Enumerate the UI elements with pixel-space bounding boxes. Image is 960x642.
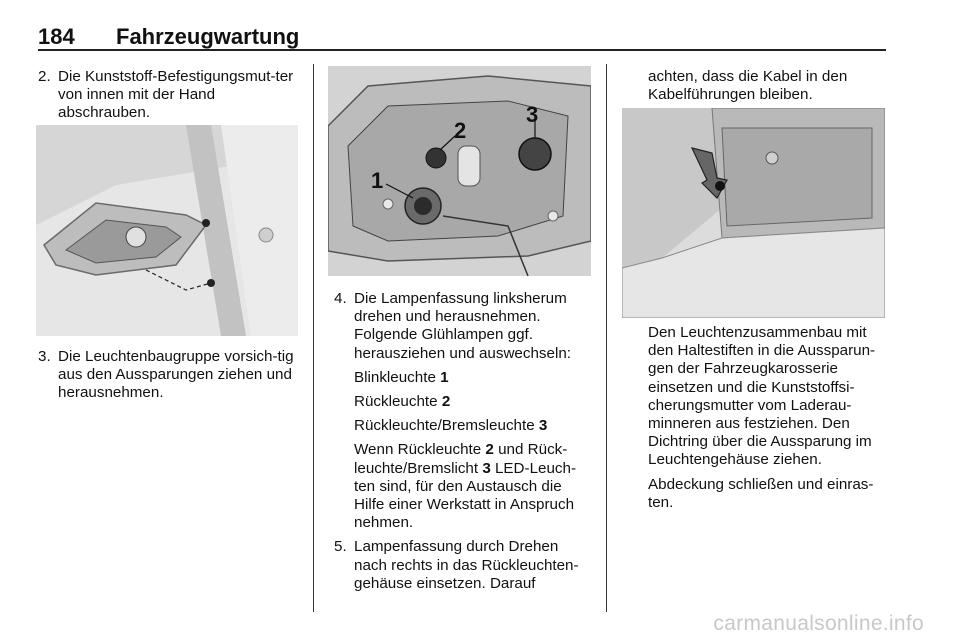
led-note-part-3: LED-Leuch-ten sind, für den Austausch die Hilfe einer Werkstatt in Anspruch nehmen. <box>354 459 577 532</box>
callout-1: 1 <box>371 168 384 193</box>
bulb-turn-signal <box>354 369 591 387</box>
bulb-tail-light <box>354 393 591 411</box>
step-2-number: 2. <box>38 68 51 85</box>
watermark: carmanualsonline.info <box>713 612 924 635</box>
callout-2: 2 <box>454 118 467 143</box>
step-3-text: Die Leuchtenbaugruppe vorsich-tig aus den Aussparungen ziehen und herausnehmen. <box>58 348 294 402</box>
callout-3: 3 <box>526 102 539 127</box>
close-cover-instruction: Abdeckung schließen und einras-ten. <box>648 475 874 511</box>
bulb-3-number: 3 <box>538 417 548 435</box>
bulb-1-number: 1 <box>440 368 449 386</box>
column-3-lower <box>648 324 886 518</box>
step-3 <box>38 348 300 403</box>
reinstall-instructions: Den Leuchtenzusammenbau mit den Haltestiften in die Aussparun-gen der Fahrzeugkarosserie einsetzen und die Kunststoffsi-cherungsmutter vom Laderau-minneren aus festziehen. Den Dichtring über die Aussparung im Leuchtengehäuse ziehen. <box>648 324 876 469</box>
figure-bulb-holder <box>328 66 591 276</box>
rear-light-illustration <box>36 125 298 336</box>
page-header <box>38 22 886 52</box>
bulb-2-label: Rückleuchte <box>354 393 438 411</box>
step-4-number: 4. <box>334 290 347 307</box>
header-rule <box>38 49 886 51</box>
led-note <box>354 441 591 532</box>
bulb-tail-brake-light <box>354 417 591 435</box>
column-divider-2 <box>606 64 607 612</box>
led-note-num-2: 3 <box>482 459 491 477</box>
bulb-2-number: 2 <box>441 393 451 411</box>
step-5 <box>334 538 591 593</box>
column-1 <box>38 68 300 129</box>
bulb-3-label: Rückleuchte/Bremsleuchte <box>354 417 535 435</box>
column-3 <box>648 68 884 110</box>
bulb-holder-illustration <box>328 66 591 276</box>
step-3-number: 3. <box>38 348 51 365</box>
chapter-title: Fahrzeugwartung <box>116 24 300 49</box>
trunk-illustration <box>622 108 885 318</box>
figure-rear-light-removal <box>36 125 298 336</box>
step-2 <box>38 68 300 123</box>
step-5-number: 5. <box>334 538 347 556</box>
figure-trunk-fastening <box>622 108 885 318</box>
column-divider-1 <box>313 64 314 612</box>
column-1-lower <box>38 348 300 409</box>
led-note-part-2: und Rück-leuchte/Bremslicht <box>354 441 568 477</box>
led-note-part-1: Wenn Rückleuchte <box>354 441 486 459</box>
led-note-num-1: 2 <box>485 441 494 459</box>
bulb-1-label: Blinkleuchte <box>354 368 436 386</box>
page-number: 184 <box>38 24 75 49</box>
step-5-continuation: achten, dass die Kabel in den Kabelführungen bleiben. <box>648 68 848 104</box>
step-5-text: Lampenfassung durch Drehen nach rechts in das Rückleuchten-gehäuse einsetzen. Darauf <box>354 538 579 592</box>
column-2 <box>334 290 591 599</box>
step-2-text: Die Kunststoff-Befestigungsmut-ter von innen mit der Hand abschrauben. <box>58 68 294 122</box>
step-4-text: Die Lampenfassung linksherum drehen und herausnehmen. Folgende Glühlampen ggf. herausziehen und auswechseln: <box>354 290 571 362</box>
step-4 <box>334 290 591 532</box>
